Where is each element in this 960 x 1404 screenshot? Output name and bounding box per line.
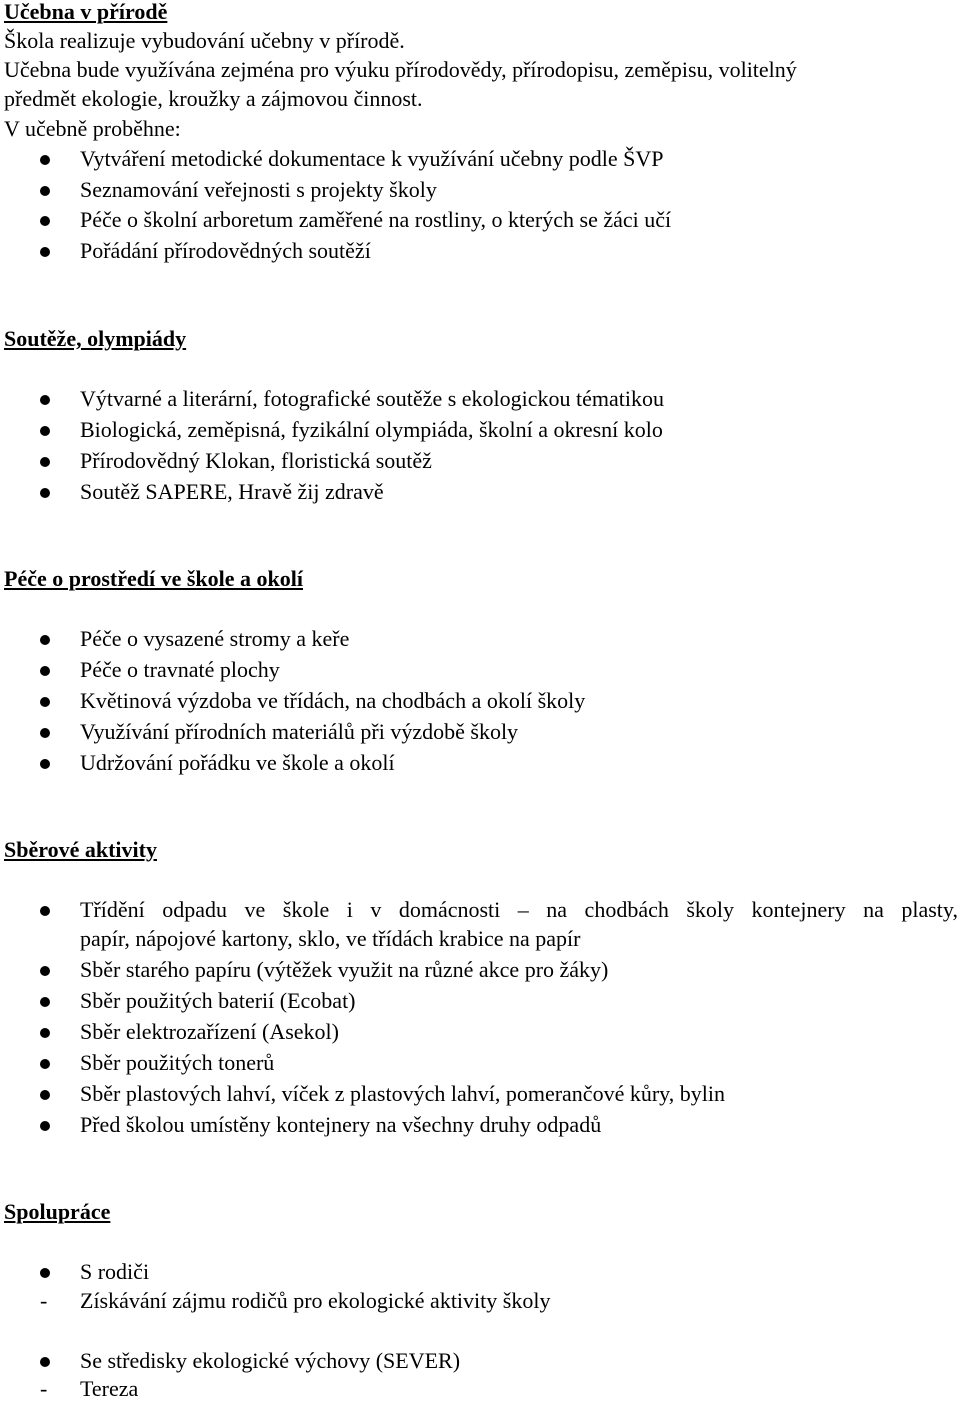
list-item: Vytváření metodické dokumentace k využívání učebny podle ŠVP [80, 146, 664, 171]
sub-item: Tereza [80, 1376, 139, 1401]
bullet-icon [40, 395, 50, 405]
list-item: Sběr použitých baterií (Ecobat) [80, 988, 356, 1013]
bullet-icon [40, 635, 50, 645]
intro-line: předmět ekologie, kroužky a zájmovou činnost. [4, 86, 423, 111]
bullet-icon [40, 488, 50, 498]
list-item: Pořádání přírodovědných soutěží [80, 238, 371, 263]
list-item: Soutěž SAPERE, Hravě žij zdravě [80, 479, 384, 504]
intro-line: V učebně proběhne: [4, 116, 181, 141]
bullet-icon [40, 1268, 50, 1278]
bullet-icon [40, 1090, 50, 1100]
list-item: Seznamování veřejnosti s projekty školy [80, 177, 437, 202]
list-item: Sběr elektrozařízení (Asekol) [80, 1019, 339, 1044]
bullet-icon [40, 728, 50, 738]
list-item: Se středisky ekologické výchovy (SEVER) [80, 1348, 461, 1373]
list-item: Přírodovědný Klokan, floristická soutěž [80, 448, 432, 473]
list-item: Sběr použitých tonerů [80, 1050, 275, 1075]
bullet-icon [40, 759, 50, 769]
bullet-icon [40, 1059, 50, 1069]
list-item-continuation: papír, nápojové kartony, sklo, ve třídách krabice na papír [80, 926, 581, 951]
list-item: Před školou umístěny kontejnery na všechny druhy odpadů [80, 1112, 602, 1137]
list-item: Péče o vysazené stromy a keře [80, 626, 350, 651]
bullet-icon [40, 457, 50, 467]
section-heading-cooperation: Spolupráce [4, 1199, 111, 1224]
list-item: Sběr plastových lahví, víček z plastových lahví, pomerančové kůry, bylin [80, 1081, 725, 1106]
dash-marker: - [40, 1376, 48, 1401]
section-heading-collection: Sběrové aktivity [4, 837, 157, 862]
list-item: Sběr starého papíru (výtěžek využit na různé akce pro žáky) [80, 957, 609, 982]
bullet-icon [40, 906, 50, 916]
section-heading-care: Péče o prostředí ve škole a okolí [4, 566, 303, 591]
bullet-icon [40, 666, 50, 676]
bullet-icon [40, 216, 50, 226]
bullet-icon [40, 1028, 50, 1038]
bullet-icon [40, 697, 50, 707]
bullet-icon [40, 966, 50, 976]
list-item: Výtvarné a literární, fotografické soutěže s ekologickou tématikou [80, 386, 665, 411]
list-item: Třídění odpadu ve škole i v domácnosti – na chodbách školy kontejnery na plasty, [80, 897, 958, 922]
bullet-icon [40, 1121, 50, 1131]
intro-line: Škola realizuje vybudování učebny v přírodě. [4, 28, 405, 53]
bullet-icon [40, 1357, 50, 1367]
section-heading-competitions: Soutěže, olympiády [4, 326, 187, 351]
list-item: Péče o travnaté plochy [80, 657, 280, 682]
list-item: S rodiči [80, 1259, 150, 1284]
bullet-icon [40, 186, 50, 196]
bullet-icon [40, 247, 50, 257]
sub-item: Získávání zájmu rodičů pro ekologické aktivity školy [80, 1288, 551, 1313]
section-title-ucebna: Učebna v přírodě [4, 0, 168, 24]
intro-line: Učebna bude využívána zejména pro výuku přírodovědy, přírodopisu, zeměpisu, volitelný [4, 57, 797, 82]
bullet-icon [40, 426, 50, 436]
bullet-icon [40, 155, 50, 165]
list-item: Biologická, zeměpisná, fyzikální olympiáda, školní a okresní kolo [80, 417, 663, 442]
list-item: Využívání přírodních materiálů při výzdobě školy [80, 719, 519, 744]
list-item: Udržování pořádku ve škole a okolí [80, 750, 395, 775]
dash-marker: - [40, 1288, 48, 1313]
list-item: Péče o školní arboretum zaměřené na rostliny, o kterých se žáci učí [80, 207, 672, 232]
list-item: Květinová výzdoba ve třídách, na chodbách a okolí školy [80, 688, 586, 713]
bullet-icon [40, 997, 50, 1007]
